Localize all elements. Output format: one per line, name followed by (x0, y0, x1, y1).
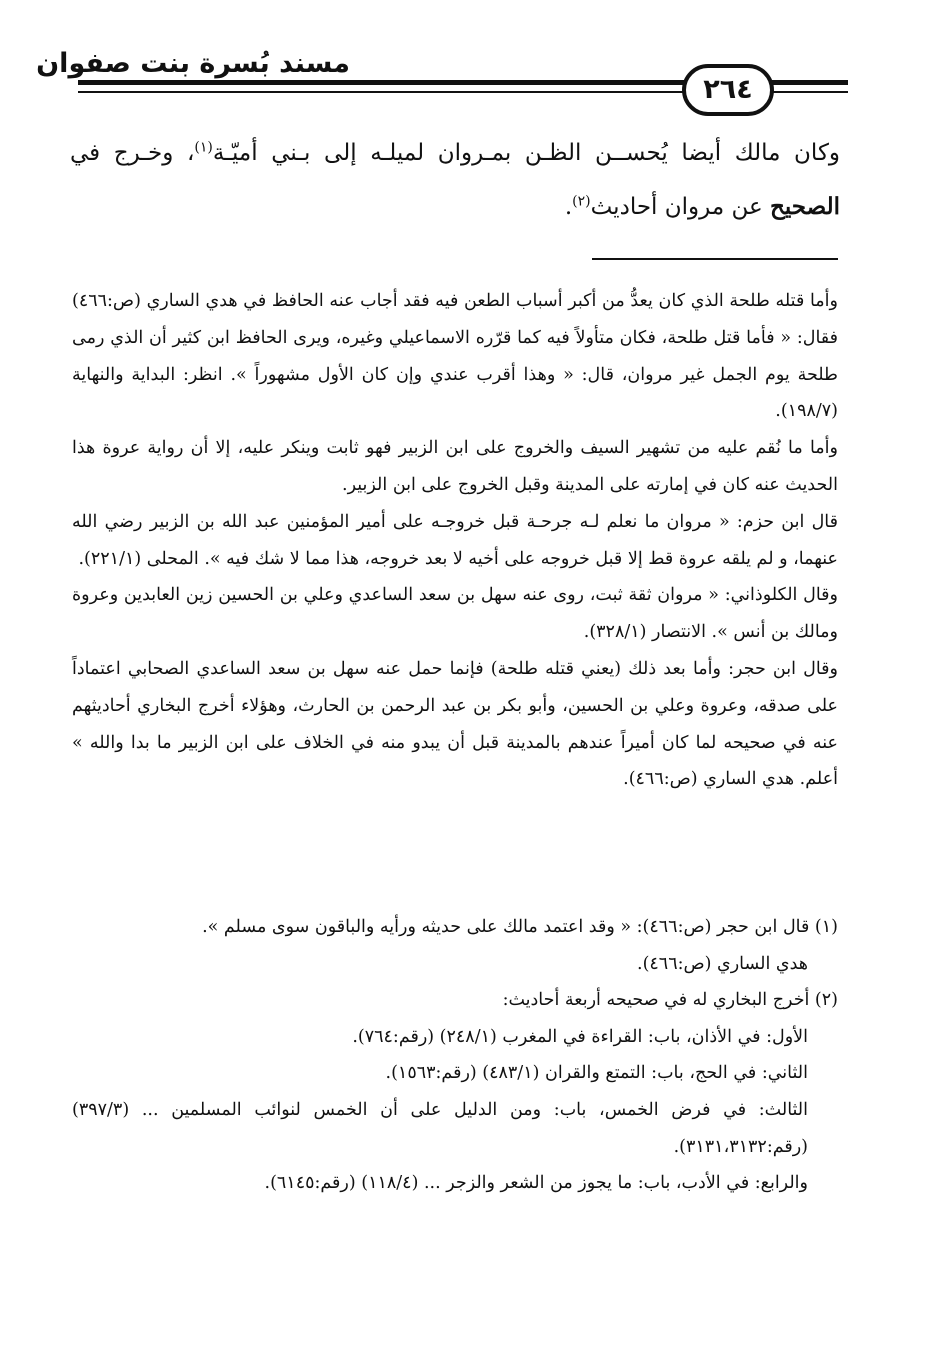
footnote-2-item: الأول: في الأذان، باب: القراءة في المغرب (٢٤٨/١) (رقم:٧٦٤). (352, 1026, 808, 1047)
page-number: ٢٦٤ (682, 64, 774, 116)
commentary-paragraph: وأما قتله طلحة الذي كان يعدُّ من أكبر أسباب الطعن فيه فقد أجاب عنه الحافظ في هدي الساري (ص:٤٦٦) فقال: « فأما قتل طلحة، فكان متأولاً فيه كما قرّره الاسماعيلي وغيره، ويرى الحافظ ابن كثير أن الذي رمى طلحة يوم الجمل غير مروان، قال: « وهذا أقرب عندي وإن كان الأول مشهوراً ». انظر: البداية والنهاية (١٩٨/٧). (72, 291, 838, 422)
footnote-2: (٢) أخرج البخاري له في صحيحه أربعة أحاديث: (502, 990, 838, 1011)
footnotes (72, 909, 838, 1202)
commentary-paragraph: قال ابن حزم: « مروان ما نعلم لـه جرحـة قبل خروجـه على أمير المؤمنين عبد الله بن الزبير رضي الله عنهما، و لم يلقه عروة قط إلا قبل خروجه على أخيه لا بعد خروجه، هذا مما لا شك فيه ». المحلى (٢٢١/١). (72, 511, 838, 569)
header-rule (762, 80, 848, 85)
footnote-2-item: الثالث: في فرض الخمس، باب: ومن الدليل على أن الخمس لنوائب المسلمين ... (٣٩٧/٣) (رقم:٣١٣١،٣١٣٢). (72, 1099, 808, 1157)
commentary-block (72, 283, 838, 798)
footnote-1-continued: هدي الساري (ص:٤٦٦). (637, 953, 808, 974)
header-rule (762, 91, 848, 93)
running-header-title: مسند بُسرة بنت صفوان (36, 48, 350, 79)
main-text-mid: ، وخـرج في (70, 140, 195, 166)
bold-word: الصحيح (770, 193, 840, 220)
commentary-paragraph: وأما ما نُقم عليه من تشهير السيف والخروج على ابن الزبير فهو ثابت وينكر عليه، إلا أن رواية عروة هذا الحديث عنه كان في إمارته على المدينة وقبل الخروج على ابن الزبير. (72, 438, 838, 495)
main-text-end: عن مروان أحاديث (590, 194, 771, 220)
footnote-1: (١) قال ابن حجر (ص:٤٦٦): « وقد اعتمد مالك على حديثه ورأيه والباقون سوى مسلم ». (202, 917, 838, 937)
commentary-paragraph: وقال ابن حجر: وأما بعد ذلك (يعني قتله طلحة) فإنما حمل عنه سهل بن سعد الساعدي الصحابي اعتماداً على صدقه، وعروة وعلي بن الحسين، وأبو بكر بن عبد الرحمن بن الحارث، وهؤلاء أخرج البخاري أحاديثهم عنه في صحيحه لما كان أميراً عندهم بالمدينة قبل أن يبدو منه في الخلاف على ابن الزبير ما بدا والله » أعلم. هدي الساري (ص:٤٦٦). (72, 658, 838, 790)
footnote-separator (592, 258, 838, 260)
main-text (70, 126, 840, 234)
main-text-final: . (564, 194, 573, 220)
footnote-2-item: والرابع: في الأدب، باب: ما يجوز من الشعر والزجر ... (١١٨/٤) (رقم:٦١٤٥). (264, 1173, 808, 1194)
header-rule (78, 91, 684, 93)
commentary-paragraph: وقال الكلوذاني: « مروان ثقة ثبت، روى عنه سهل بن سعد الساعدي وعلي بن الحسين زين العابدين وعروة ومالك بن أنس ». الانتصار (٣٢٨/١). (72, 585, 838, 643)
footnote-2-item: الثاني: في الحج، باب: التمتع والقران (٤٨٣/١) (رقم:١٥٦٣). (385, 1063, 808, 1084)
footnote-ref-1[interactable]: (١) (194, 139, 213, 156)
main-text-start: وكان مالك أيضا يُحســن الظـن بمـروان لميلـه إلى بـني أميّـة (212, 140, 840, 166)
footnote-ref-2[interactable]: (٢) (572, 193, 591, 210)
header-rule (78, 80, 684, 85)
